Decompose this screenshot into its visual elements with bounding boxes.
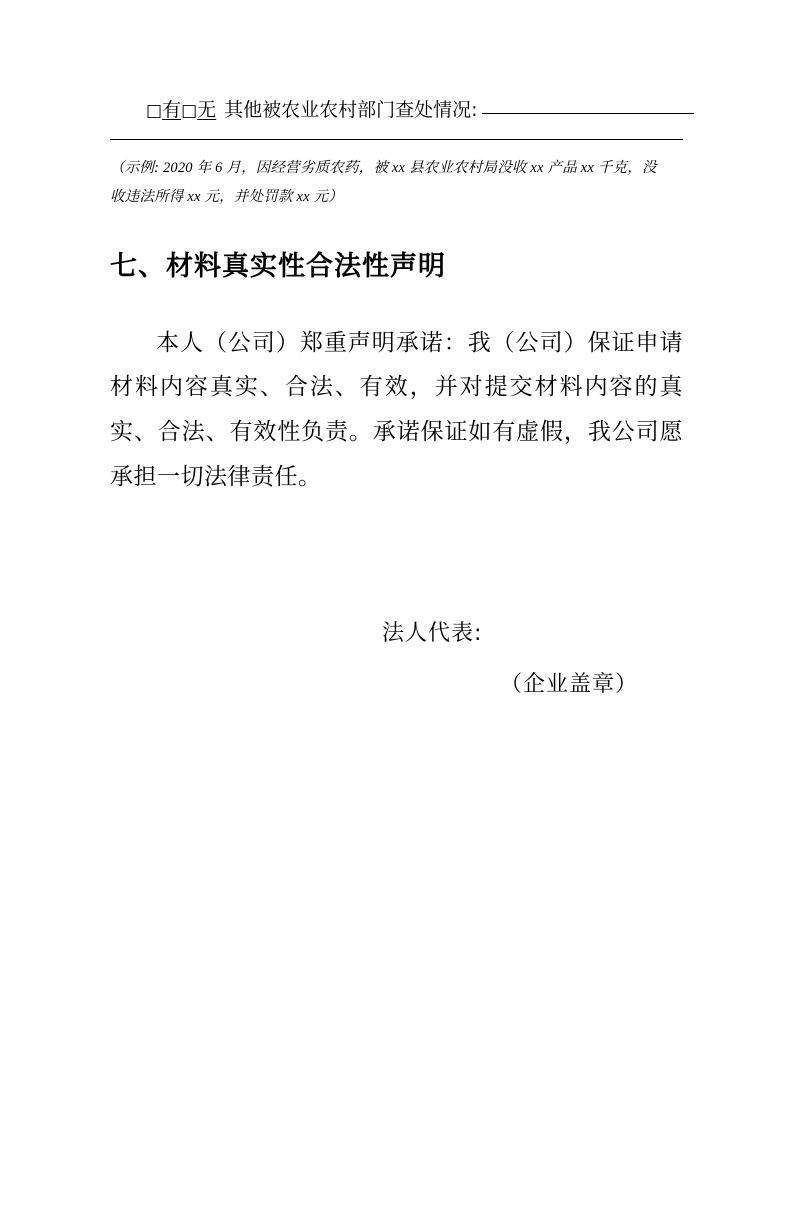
answer-blank-rule[interactable]	[482, 113, 694, 114]
checkbox-yes-label: 有	[162, 99, 182, 121]
example-note	[110, 154, 683, 212]
company-seal-label: （企业盖章）	[500, 671, 639, 697]
example-note-line1: （示例: 2020 年 6 月，因经营劣质农药，被 xx 县农业农村局没收 xx 产品 xx 千克，没	[110, 159, 657, 176]
checkbox-no[interactable]: □	[181, 101, 198, 121]
legal-representative-label: 法人代表:	[382, 620, 483, 646]
checkbox-question-line	[110, 96, 683, 125]
checkbox-yes[interactable]: □	[146, 101, 163, 121]
answer-blank-rule-second-line[interactable]	[110, 139, 683, 140]
document-page	[0, 96, 793, 1218]
checkbox-question-text: 其他被农业农村部门查处情况:	[224, 99, 478, 121]
section-title: 七、材料真实性合法性声明	[110, 250, 446, 282]
example-note-line2: 收违法所得 xx 元，并处罚款 xx 元）	[110, 188, 343, 205]
declaration-paragraph: 本人（公司）郑重声明承诺：我（公司）保证申请材料内容真实、合法、有效，并对提交材料内容的真实、合法、有效性负责。承诺保证如有虚假，我公司愿承担一切法律责任。	[110, 329, 683, 491]
checkbox-no-label: 无	[197, 99, 217, 121]
